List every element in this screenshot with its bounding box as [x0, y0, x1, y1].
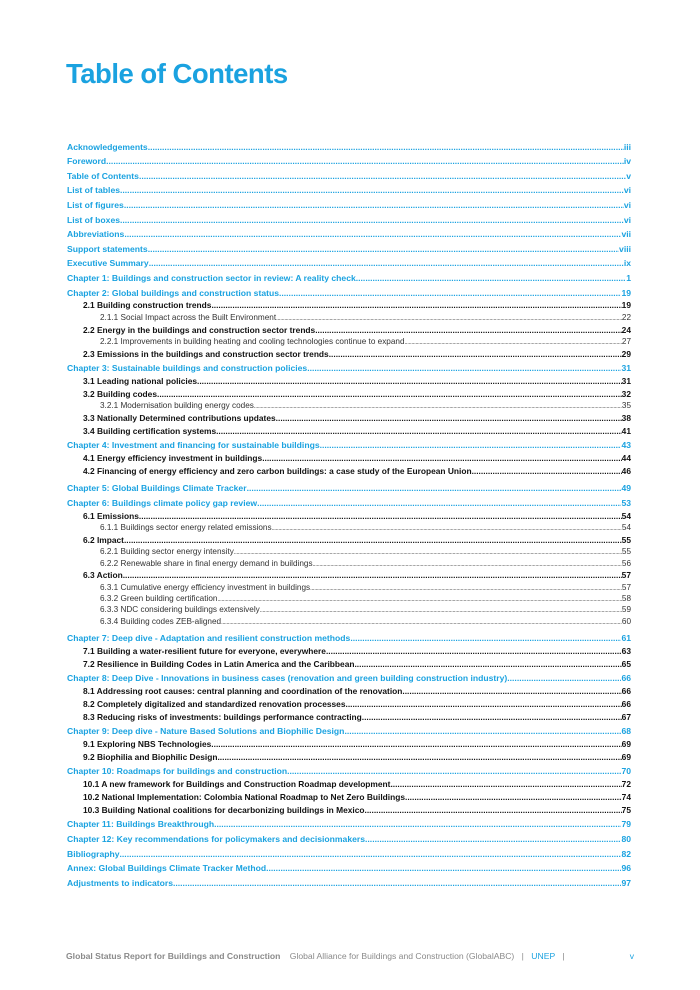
toc-entry-page: 69: [621, 751, 631, 762]
footer-separator: |: [521, 951, 524, 961]
toc-entry-label: Chapter 2: Global buildings and construction status: [67, 287, 279, 298]
toc-entry-label: 6.3 Action: [83, 570, 123, 581]
toc-entry-page: 55: [621, 547, 631, 557]
toc-entry-page: 1: [626, 272, 631, 283]
toc-subsection-entry[interactable]: [67, 592, 631, 603]
toc-dot-leader: [276, 413, 622, 423]
toc-entry-label: 3.3 Nationally Determined contributions updates: [83, 413, 276, 424]
toc-section-entry[interactable]: [67, 656, 631, 669]
toc-entry-page: 54: [621, 510, 631, 521]
toc-subsection-entry[interactable]: [67, 310, 631, 321]
toc-chapter-entry[interactable]: [67, 195, 631, 210]
toc-entry-page: 72: [621, 779, 631, 790]
toc-section-entry[interactable]: [67, 776, 631, 789]
toc-section-entry[interactable]: [67, 568, 631, 581]
toc-dot-leader: [216, 426, 622, 436]
toc-chapter-entry[interactable]: [67, 166, 631, 181]
toc-entry-label: Chapter 10: Roadmaps for buildings and construction: [67, 766, 288, 777]
toc-entry-label: Bibliography: [67, 848, 120, 859]
toc-entry-page: 70: [621, 766, 631, 777]
toc-entry-label: 3.1 Leading national policies: [83, 376, 198, 387]
toc-entry-page: vii: [621, 229, 631, 240]
toc-entry-label: 4.2 Financing of energy efficiency and zero carbon buildings: a case study of the European Union: [83, 466, 472, 477]
toc-entry-label: 6.2.1 Building sector energy intensity: [100, 547, 234, 557]
toc-entry-page: 27: [621, 336, 631, 346]
toc-chapter-entry[interactable]: [67, 181, 631, 196]
toc-dot-leader: [211, 739, 621, 749]
toc-entry-label: Executive Summary: [67, 258, 149, 269]
toc-entry-label: Acknowledgements: [67, 141, 148, 152]
toc-entry-label: 4.1 Energy efficiency investment in buildings: [83, 453, 263, 464]
toc-entry-label: 10.2 National Implementation: Colombia National Roadmap to Net Zero Buildings: [83, 791, 406, 802]
toc-entry-page: 66: [621, 698, 631, 709]
toc-entry-label: 3.4 Building certification systems: [83, 425, 217, 436]
toc-entry-label: 6.3.1 Cumulative energy efficiency investment in buildings: [100, 582, 311, 592]
toc-dot-leader: [217, 752, 621, 762]
footer-alliance: Global Alliance for Buildings and Construction (GlobalABC): [289, 951, 515, 961]
toc-chapter-entry[interactable]: [67, 829, 631, 844]
toc-section-entry[interactable]: [67, 322, 631, 335]
toc-chapter-entry[interactable]: [67, 859, 631, 874]
toc-entry-page: 96: [621, 863, 631, 874]
toc-subsection-entry[interactable]: [67, 580, 631, 591]
toc-entry-label: List of figures: [67, 199, 124, 210]
toc-entry-page: 57: [621, 570, 631, 581]
toc-entry-label: 2.2.1 Improvements in building heating and cooling technologies continue to expand: [100, 336, 405, 346]
toc-entry-label: Adjustments to indicators: [67, 877, 173, 888]
toc-subsection-entry[interactable]: [67, 556, 631, 567]
toc-entry-label: Table of Contents: [67, 170, 139, 181]
toc-entry-page: vi: [623, 214, 631, 225]
toc-entry-page: iii: [623, 141, 631, 152]
toc-subsection-entry[interactable]: [67, 614, 631, 625]
toc-entry-label: 9.2 Biophilia and Biophilic Design: [83, 751, 218, 762]
toc-entry-page: 31: [621, 376, 631, 387]
toc-chapter-entry[interactable]: [67, 436, 631, 451]
toc-entry-label: 7.2 Resilience in Building Codes in Latin America and the Caribbean: [83, 658, 355, 669]
toc-dot-leader: [157, 389, 622, 399]
toc-subsection-entry[interactable]: [67, 521, 631, 532]
toc-entry-label: 3.2.1 Modernisation building energy codes: [100, 401, 254, 411]
toc-entry-label: 2.2 Energy in the buildings and construction sector trends: [83, 324, 316, 335]
toc-entry-page: 80: [621, 833, 631, 844]
toc-dot-leader: [124, 200, 624, 210]
toc-entry-page: 35: [621, 401, 631, 411]
toc-dot-leader: [120, 215, 624, 225]
toc-entry-label: 6.2.2 Renewable share in final energy demand in buildings: [100, 558, 313, 568]
toc-subsection-entry[interactable]: [67, 399, 631, 410]
toc-dot-leader: [124, 535, 622, 545]
toc-dot-leader: [148, 142, 624, 152]
toc-chapter-entry[interactable]: [67, 239, 631, 254]
toc-entry-page: 24: [621, 324, 631, 335]
toc-dot-leader: [362, 712, 622, 722]
toc-entry-page: iv: [623, 156, 631, 167]
toc-chapter-entry[interactable]: [67, 359, 631, 374]
toc-dot-leader: [124, 229, 621, 239]
toc-entry-label: 6.1.1 Buildings sector energy related emissions: [100, 522, 272, 532]
toc-dot-leader: [326, 646, 622, 656]
toc-entry-page: 60: [621, 616, 631, 626]
toc-section-entry[interactable]: [67, 709, 631, 722]
toc-section-entry[interactable]: [67, 373, 631, 386]
toc-dot-leader: [123, 570, 622, 580]
toc-entry-label: 9.1 Exploring NBS Technologies: [83, 738, 212, 749]
toc-entry-page: 67: [621, 711, 631, 722]
toc-section-entry[interactable]: [67, 643, 631, 656]
toc-chapter-entry[interactable]: [67, 493, 631, 508]
toc-entry-page: 75: [621, 804, 631, 815]
toc-entry-label: 6.3.4 Building codes ZEB-aligned: [100, 616, 222, 626]
toc-entry-page: 69: [621, 738, 631, 749]
toc-entry-label: Foreword: [67, 156, 107, 167]
toc-entry-page: viii: [619, 243, 631, 254]
toc-entry-page: 66: [621, 685, 631, 696]
toc-dot-leader: [120, 849, 622, 859]
toc-dot-leader: [365, 834, 621, 844]
toc-entry-label: 6.3.3 NDC considering buildings extensively: [100, 605, 260, 615]
toc-entry-page: 19: [621, 300, 631, 311]
toc-chapter-entry[interactable]: [67, 628, 631, 643]
toc-dot-leader: [149, 258, 624, 268]
toc-section-entry[interactable]: [67, 450, 631, 463]
toc-entry-label: 8.3 Reducing risks of investments: buildings performance contracting: [83, 711, 362, 722]
toc-dot-leader: [405, 792, 622, 802]
toc-chapter-entry[interactable]: [67, 479, 631, 494]
toc-entry-page: vi: [623, 185, 631, 196]
toc-entry-page: 54: [621, 522, 631, 532]
toc-dot-leader: [365, 805, 622, 815]
toc-entry-page: 66: [621, 673, 631, 684]
toc-section-entry[interactable]: [67, 386, 631, 399]
toc-entry-page: 58: [621, 594, 631, 604]
toc-entry-label: Chapter 12: Key recommendations for policymakers and decisionmakers: [67, 833, 366, 844]
toc-entry-label: Chapter 11: Buildings Breakthrough: [67, 819, 215, 830]
toc-dot-leader: [139, 171, 626, 181]
toc-entry-page: 19: [621, 287, 631, 298]
toc-dot-leader: [221, 620, 622, 626]
toc-entry-label: List of tables: [67, 185, 121, 196]
toc-entry-label: Chapter 8: Deep Dive - Innovations in business cases (renovation and green building construction industry): [67, 673, 508, 684]
toc-entry-page: 57: [621, 582, 631, 592]
toc-dot-leader: [315, 325, 621, 335]
toc-chapter-entry[interactable]: [67, 137, 631, 152]
toc-entry-label: 6.2 Impact: [83, 534, 124, 545]
toc-entry-page: 55: [621, 534, 631, 545]
toc-section-entry[interactable]: [67, 298, 631, 311]
toc-subsection-entry[interactable]: [67, 545, 631, 556]
toc-entry-label: 10.3 Building National coalitions for decarbonizing buildings in Mexico: [83, 804, 365, 815]
toc-section-entry[interactable]: [67, 423, 631, 436]
toc-chapter-entry[interactable]: [67, 225, 631, 240]
toc-entry-label: 8.1 Addressing root causes: central planning and coordination of the renovation: [83, 685, 403, 696]
toc-entry-page: 32: [621, 388, 631, 399]
toc-entry-page: v: [626, 170, 631, 181]
toc-dot-leader: [344, 726, 621, 736]
toc-entry-page: 82: [621, 848, 631, 859]
toc-subsection-entry[interactable]: [67, 603, 631, 614]
toc-dot-leader: [257, 498, 621, 508]
toc-entry-page: 65: [621, 658, 631, 669]
toc-entry-page: 59: [621, 605, 631, 615]
toc-dot-leader: [507, 673, 621, 683]
toc-entry-label: 2.1.1 Social Impact across the Built Environment: [100, 312, 277, 322]
toc-entry-label: 2.1 Building construction trends: [83, 300, 212, 311]
toc-dot-leader: [279, 288, 621, 298]
toc-dot-leader: [262, 453, 621, 463]
toc-entry-label: 6.3.2 Green building certification: [100, 594, 218, 604]
footer-report-title: Global Status Report for Buildings and Construction: [66, 951, 281, 961]
footer-brand: UNEP: [531, 951, 556, 961]
toc-dot-leader: [287, 766, 621, 776]
toc-entry-page: 41: [621, 425, 631, 436]
toc-entry-label: Annex: Global Buildings Climate Tracker Method: [67, 863, 267, 874]
toc-entry-label: 7.1 Building a water-resilient future for everyone, everywhere: [83, 645, 326, 656]
toc-section-entry[interactable]: [67, 410, 631, 423]
toc-chapter-entry[interactable]: [67, 283, 631, 298]
toc-entry-page: 44: [621, 453, 631, 464]
toc-section-entry[interactable]: [67, 802, 631, 815]
toc-entry-label: Chapter 4: Investment and financing for sustainable buildings: [67, 440, 320, 451]
toc-dot-leader: [402, 686, 621, 696]
toc-dot-leader: [148, 244, 619, 254]
toc-section-entry[interactable]: [67, 749, 631, 762]
toc-entry-label: Chapter 3: Sustainable buildings and construction policies: [67, 363, 308, 374]
toc-entry-page: vi: [623, 199, 631, 210]
toc-entry-label: Support statements: [67, 243, 148, 254]
toc-dot-leader: [197, 376, 622, 386]
toc-entry-label: Chapter 9: Deep dive - Nature Based Solutions and Biophilic Design: [67, 726, 345, 737]
toc-section-entry[interactable]: [67, 508, 631, 521]
toc-chapter-entry[interactable]: [67, 210, 631, 225]
page-footer: [66, 951, 634, 961]
toc-entry-label: Chapter 1: Buildings and construction sector in review: A reality check: [67, 272, 356, 283]
toc-entry-label: Chapter 6: Buildings climate policy gap review: [67, 497, 258, 508]
toc-dot-leader: [350, 633, 621, 643]
toc-entry-label: 8.2 Completely digitalized and standardized renovation processes: [83, 698, 346, 709]
toc-dot-leader: [247, 483, 622, 493]
toc-entry-label: List of boxes: [67, 214, 121, 225]
toc-dot-leader: [214, 819, 621, 829]
toc-chapter-entry[interactable]: [67, 152, 631, 167]
toc-dot-leader: [356, 273, 626, 283]
toc-chapter-entry[interactable]: [67, 762, 631, 777]
toc-entry-page: 61: [621, 632, 631, 643]
toc-section-entry[interactable]: [67, 463, 631, 476]
footer-separator: |: [562, 951, 565, 961]
toc-chapter-entry[interactable]: [67, 873, 631, 888]
toc-entry-page: 63: [621, 645, 631, 656]
toc-dot-leader: [139, 511, 622, 521]
toc-entry-page: 97: [621, 877, 631, 888]
toc-entry-label: 10.1 A new framework for Buildings and Construction Roadmap development: [83, 779, 391, 790]
toc-entry-label: Chapter 7: Deep dive - Adaptation and resilient construction methods: [67, 632, 351, 643]
toc-entry-page: 22: [621, 312, 631, 322]
toc-entry-page: 56: [621, 558, 631, 568]
toc-entry-page: 29: [621, 348, 631, 359]
toc-dot-leader: [173, 878, 621, 888]
toc-dot-leader: [346, 699, 622, 709]
page-title: Table of Contents: [66, 58, 288, 89]
table-of-contents: [67, 137, 631, 888]
toc-entry-page: 43: [621, 440, 631, 451]
toc-dot-leader: [307, 363, 621, 373]
toc-dot-leader: [266, 863, 621, 873]
toc-entry-label: 2.3 Emissions in the buildings and construction sector trends: [83, 348, 329, 359]
toc-dot-leader: [354, 659, 621, 669]
toc-entry-page: 68: [621, 726, 631, 737]
toc-section-entry[interactable]: [67, 789, 631, 802]
toc-chapter-entry[interactable]: [67, 268, 631, 283]
toc-dot-leader: [106, 156, 624, 166]
toc-subsection-entry[interactable]: [67, 335, 631, 346]
toc-chapter-entry[interactable]: [67, 669, 631, 684]
toc-dot-leader: [472, 466, 622, 476]
toc-dot-leader: [320, 440, 622, 450]
toc-entry-label: 3.2 Building codes: [83, 388, 157, 399]
toc-section-entry[interactable]: [67, 532, 631, 545]
toc-entry-label: 6.1 Emissions: [83, 510, 139, 521]
toc-chapter-entry[interactable]: [67, 254, 631, 269]
toc-entry-page: ix: [623, 258, 631, 269]
toc-section-entry[interactable]: [67, 683, 631, 696]
toc-entry-page: 46: [621, 466, 631, 477]
toc-entry-page: 31: [621, 363, 631, 374]
toc-chapter-entry[interactable]: [67, 844, 631, 859]
toc-chapter-entry[interactable]: [67, 722, 631, 737]
toc-section-entry[interactable]: [67, 736, 631, 749]
toc-chapter-entry[interactable]: [67, 815, 631, 830]
toc-entry-page: 53: [621, 497, 631, 508]
toc-entry-page: 38: [621, 413, 631, 424]
toc-section-entry[interactable]: [67, 696, 631, 709]
toc-dot-leader: [390, 779, 621, 789]
toc-entry-page: 49: [621, 483, 631, 494]
toc-dot-leader: [120, 185, 624, 195]
footer-page-number: v: [629, 951, 634, 961]
toc-entry-label: Chapter 5: Global Buildings Climate Tracker: [67, 483, 247, 494]
toc-section-entry[interactable]: [67, 346, 631, 359]
toc-entry-label: Abbreviations: [67, 229, 125, 240]
toc-entry-page: 74: [621, 791, 631, 802]
toc-dot-leader: [211, 300, 621, 310]
toc-dot-leader: [329, 349, 622, 359]
toc-entry-page: 79: [621, 819, 631, 830]
